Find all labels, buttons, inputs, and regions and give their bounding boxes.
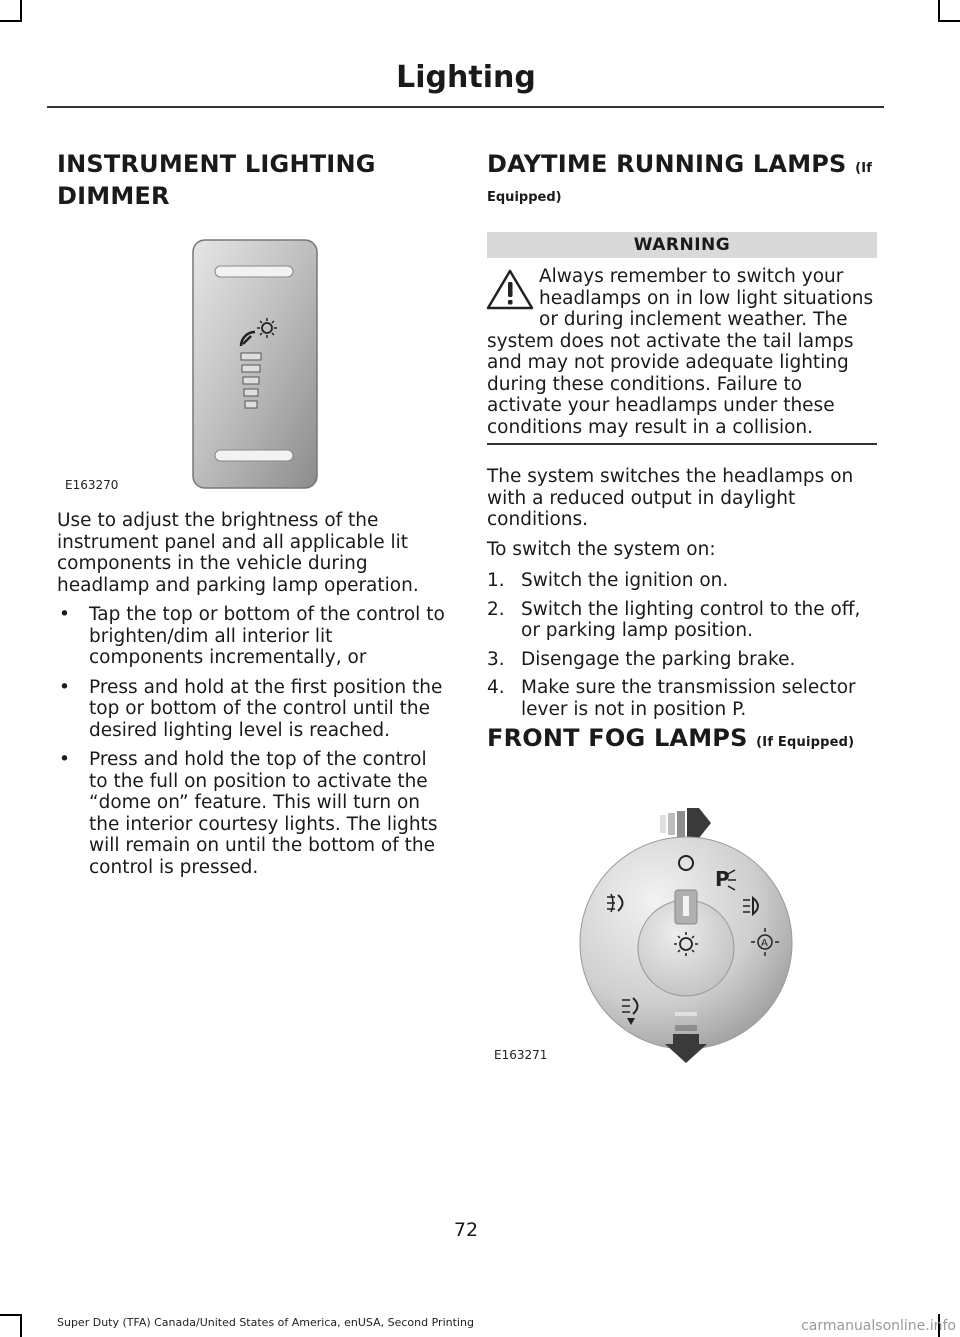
heading-text: DAYTIME RUNNING LAMPS: [487, 150, 847, 178]
headlamp-switch-figure: [565, 800, 795, 1070]
section-heading-drl: [487, 148, 872, 185]
header-divider: [47, 106, 884, 108]
list-item: [487, 599, 879, 642]
heading-qualifier-continued: Equipped): [487, 190, 562, 205]
list-item: • Tap the top or bottom of the control to brighten/dim all interior lit components incrementally, or: [47, 604, 449, 669]
warning-label: WARNING: [487, 232, 877, 258]
section-heading-fog-lamps: [487, 722, 854, 759]
crop-mark: [938, 20, 960, 22]
list-item: [487, 677, 879, 720]
heading-qualifier: (If: [855, 161, 873, 176]
drl-steps-list: [487, 570, 879, 727]
drl-intro: The system switches the headlamps on with a reduced output in daylight conditions.: [487, 466, 854, 530]
warning-text: Always remember to switch your headlamps on in low light situations or during inclement weather. The system does not activate the tail lamps and may not provide adequate lighting during these conditions. Failure to activate your headlamps under these conditions may result in a collision.: [487, 266, 874, 438]
step-text: Switch the lighting control to the off, or parking lamp position.: [521, 598, 861, 641]
crop-mark: [0, 1314, 22, 1316]
footer-edition-text: Super Duty (TFA) Canada/United States of America, enUSA, Second Printing: [57, 1316, 474, 1329]
warning-text-block: [487, 266, 879, 438]
heading-qualifier: (If Equipped): [756, 735, 855, 750]
steps-intro: To switch the system on:: [487, 539, 716, 560]
headlamp-switch-illustration: [565, 800, 795, 1070]
step-text: Make sure the transmission selector lever is not in position P.: [521, 677, 856, 720]
crop-mark: [938, 0, 940, 22]
dimmer-switch-figure: [57, 238, 327, 493]
crop-mark: [20, 0, 22, 22]
page-title: Lighting: [396, 60, 536, 95]
step-text: Disengage the parking brake.: [521, 648, 796, 670]
svg-text:A: A: [761, 938, 768, 949]
step-number: 2.: [487, 598, 505, 620]
crop-mark: [20, 1314, 22, 1337]
list-item: • Press and hold the top of the control to the full on position to activate the “dome on” feature. This will turn on the interior courtesy lights. The lights will remain on until the bottom of the control is pressed.: [47, 749, 449, 878]
figure-id: E163270: [65, 478, 119, 492]
step-number: 1.: [487, 570, 505, 591]
figure-id: E163271: [494, 1048, 548, 1062]
warning-divider: [487, 443, 877, 445]
dimmer-bullet-list: [47, 604, 449, 886]
section-heading-instrument-lighting: [57, 148, 376, 212]
heading-text: FRONT FOG LAMPS: [487, 724, 748, 752]
list-item: • Press and hold at the first position the top or bottom of the control until the desired lighting level is reached.: [47, 677, 449, 742]
watermark: carmanualsonline.info: [801, 1318, 956, 1334]
list-item: [487, 570, 879, 592]
page-number: 72: [453, 1219, 479, 1241]
step-text: Switch the ignition on.: [521, 570, 729, 591]
dimmer-intro: Use to adjust the brightness of the instrument panel and all applicable lit components in the vehicle during headlamp and parking lamp operation.: [57, 510, 419, 596]
step-number: 4.: [487, 677, 505, 698]
svg-text:P: P: [715, 867, 730, 891]
heading-line: INSTRUMENT LIGHTING: [57, 150, 376, 178]
dimmer-switch-illustration: [57, 238, 327, 493]
step-number: 3.: [487, 648, 505, 670]
heading-line: DIMMER: [57, 182, 170, 210]
crop-mark: [0, 20, 22, 22]
list-item: [487, 649, 879, 671]
